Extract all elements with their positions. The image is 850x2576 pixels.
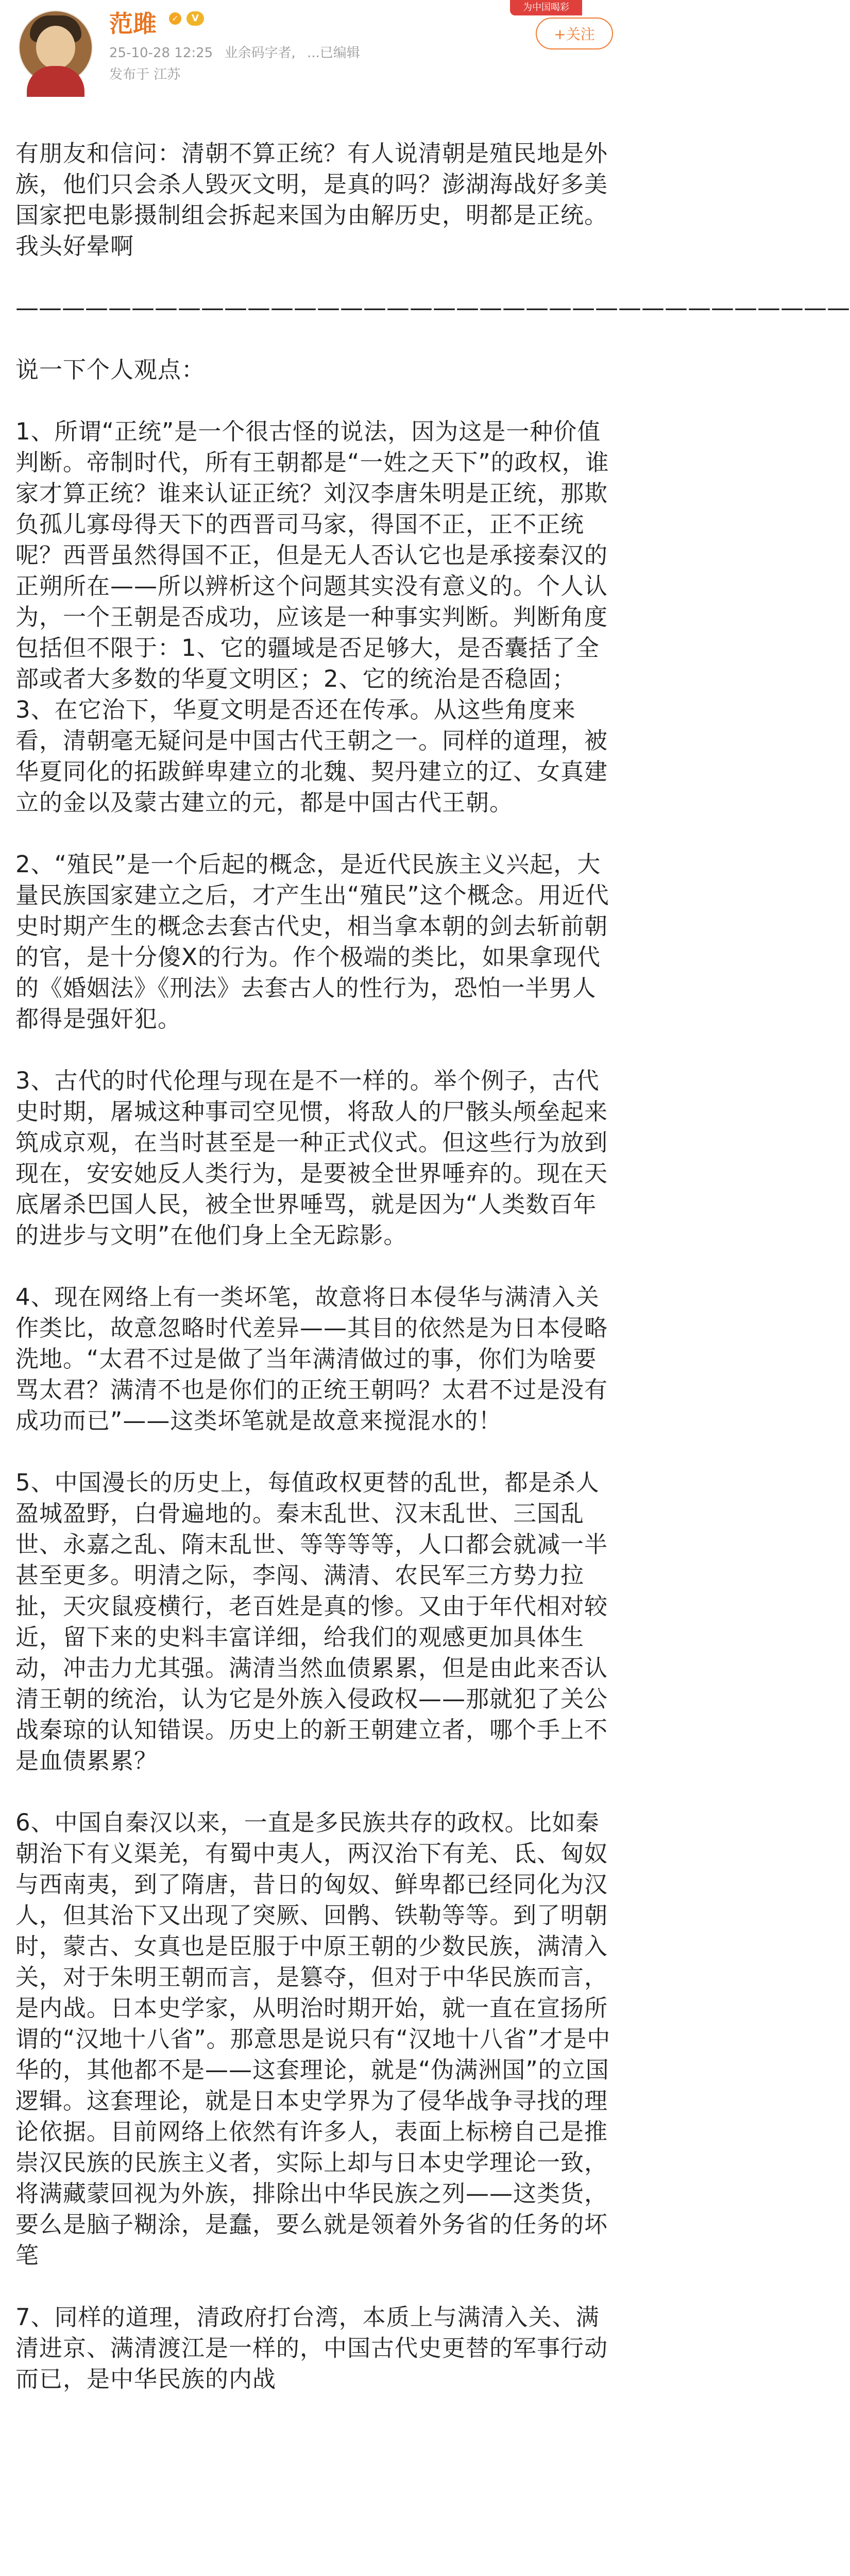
avatar-body	[27, 66, 84, 97]
divider-line: ————————————————————————————————————	[15, 294, 850, 321]
promo-banner[interactable]: 为中国喝彩	[510, 0, 582, 15]
post-time: 25-10-28 12:25	[109, 45, 213, 61]
point-4: 4、现在网络上有一类坏笔，故意将日本侵华与满清入关作类比，故意忽略时代差异——其目的依然是为日本侵略洗地。“太君不过是做了当年满清做过的事，你们为啥要骂太君？满清不也是你们的正统王朝吗？太君不过是没有成功而已”——这类坏笔就是故意来搅混水的！	[15, 1283, 608, 1434]
point-7: 7、同样的道理，清政府打台湾，本质上与满清入关、满清进京、满清渡江是一样的，中国古代史更替的军事行动而已，是中华民族的内战	[15, 2303, 608, 2393]
follow-button[interactable]: +关注	[536, 18, 613, 49]
avatar-face	[36, 26, 75, 69]
opening-line: 说一下个人观点：	[15, 356, 206, 383]
edited-status: ...已编辑	[307, 45, 360, 61]
point-6: 6、中国自秦汉以来，一直是多民族共存的政权。比如秦朝治下有义渠羌，有蜀中夷人，两汉治下有羌、氐、匈奴与西南夷，到了隋唐，昔日的匈奴、鲜卑都已经同化为汉人，但其治下又出现了突厥、回鹘、铁勒等等。到了明朝时，蒙古、女真也是臣服于中原王朝的少数民族，满清入关，对于朱明王朝而言，是篡夺，但对于中华民族而言，是内战。日本史学家，从明治时期开始，就一直在宣扬所谓的“汉地十八省”。那意思是说只有“汉地十八省”才是中华的，其他都不是——这套理论，就是“伪满洲国”的立国逻辑。这套理论，就是日本史学界为了侵华战争寻找的理论依据。目前网络上依然有许多人，表面上标榜自己是推崇汉民族的民族主义者，实际上却与日本史学理论一致，将满藏蒙回视为外族，排除出中华民族之列——这类货，要么是脑子糊涂，是蠢，要么就是领着外务省的任务的坏笔	[15, 1809, 611, 2269]
author-name[interactable]: 范雎	[109, 10, 157, 38]
post-meta	[109, 42, 367, 61]
point-1: 1、所谓“正统”是一个很古怪的说法，因为这是一种价值判断。帝制时代，所有王朝都是“一姓之天下”的政权，谁家才算正统？谁来认证正统？刘汉李唐朱明是正统，那欺负孤儿寡母得天下的西晋司马家，得国不正，正不正统呢？西晋虽然得国不正，但是无人否认它也是承接秦汉的正朔所在——所以辨析这个问题其实没有意义的。个人认为，一个王朝是否成功，应该是一种事实判断。判断角度包括但不限于：1、它的疆域是否足够大，是否囊括了全部或者大多数的华夏文明区；2、它的统治是否稳固；3、在它治下，华夏文明是否还在传承。从这些角度来看，清朝毫无疑问是中国古代王朝之一。同样的道理，被华夏同化的拓跋鲜卑建立的北魏、契丹建立的辽、女真建立的金以及蒙古建立的元，都是中国古代王朝。	[15, 418, 609, 816]
author-tagline: 业余码字者,	[224, 45, 296, 61]
point-3: 3、古代的时代伦理与现在是不一样的。举个例子，古代史时期，屠城这种事司空见惯，将敌人的尸骸头颅垒起来筑成京观，在当时甚至是一种正式仪式。但这些行为放到现在，安安她反人类行为，是要被全世界唾弃的。现在天底屠杀巴国人民，被全世界唾骂，就是因为“人类数百年的进步与文明”在他们身上全无踪影。	[15, 1067, 608, 1249]
post-intro: 有朋友和信问：清朝不算正统？有人说清朝是殖民地是外族，他们只会杀人毁灭文明，是真的吗？澎湖海战好多美国家把电影摄制组会拆起来国为由解历史，明都是正统。我头好晕啊	[15, 140, 608, 260]
post-content	[15, 138, 850, 2426]
post-header	[0, 0, 626, 129]
point-5: 5、中国漫长的历史上，每值政权更替的乱世，都是杀人盈城盈野，白骨遍地的。秦末乱世、汉末乱世、三国乱世、永嘉之乱、隋末乱世、等等等等，人口都会就减一半甚至更多。明清之际，李闯、满清、农民军三方势力拉扯，天灾鼠疫横行，老百姓是真的惨。又由于年代相对较近，留下来的史料丰富详细，给我们的观感更加具体生动，冲击力尤其强。满清当然血债累累，但是由此来否认清王朝的统治，认为它是外族入侵政权——那就犯了关公战秦琼的认知错误。历史上的新王朝建立者，哪个手上不是血债累累？	[15, 1469, 608, 1774]
post-location: 发布于 江苏	[109, 67, 181, 82]
level-badge: V	[186, 11, 204, 26]
avatar[interactable]	[20, 11, 92, 83]
point-2: 2、“殖民”是一个后起的概念，是近代民族主义兴起，大量民族国家建立之后，才产生出“殖民”这个概念。用近代史时期产生的概念去套古代史，相当拿本朝的剑去斩前朝的官，是十分傻X的行为。作个极端的类比，如果拿现代的《婚姻法》《刑法》去套古人的性行为，恐怕一半男人都得是强奸犯。	[15, 851, 609, 1032]
verified-icon: ✓	[169, 12, 181, 25]
